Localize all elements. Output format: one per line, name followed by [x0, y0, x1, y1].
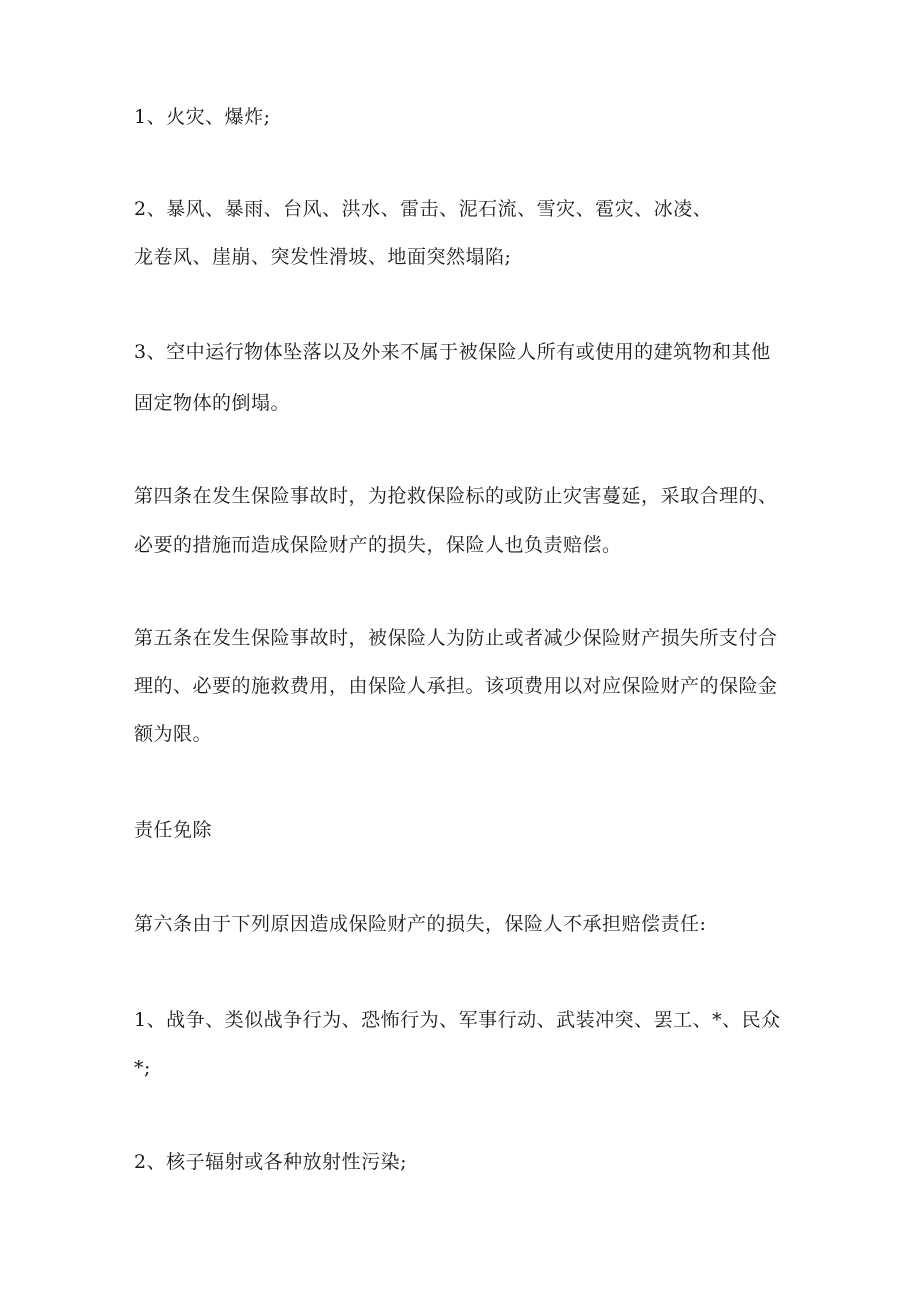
item-2-natural-disasters-line-1: 2、暴风、暴雨、台风、洪水、雷击、泥石流、雪灾、雹灾、冰凌、 — [134, 198, 713, 220]
exclusion-item-1-line-2: *; — [134, 1057, 151, 1079]
exclusion-item-2: 2、核子辐射或各种放射性污染; — [134, 1151, 407, 1173]
section-heading-exclusions: 责任免除 — [134, 819, 213, 841]
article-4-line-1: 第四条在发生保险事故时，为抢救保险标的或防止灾害蔓延，采取合理的、 — [134, 485, 778, 507]
item-1-fire-explosion: 1、火灾、爆炸; — [134, 106, 271, 128]
article-5-line-3: 额为限。 — [134, 723, 213, 745]
item-3-falling-objects-line-1: 3、空中运行物体坠落以及外来不属于被保险人所有或使用的建筑物和其他 — [134, 341, 771, 363]
article-5-line-1: 第五条在发生保险事故时，被保险人为防止或者减少保险财产损失所支付合 — [134, 627, 778, 649]
item-2-natural-disasters-line-2: 龙卷风、崖崩、突发性滑坡、地面突然塌陷; — [134, 246, 512, 268]
item-3-falling-objects-line-2: 固定物体的倒塌。 — [134, 392, 291, 414]
exclusion-item-1-line-1: 1、战争、类似战争行为、恐怖行为、军事行动、武装冲突、罢工、*、民众 — [134, 1009, 781, 1031]
article-5-line-2: 理的、必要的施救费用，由保险人承担。该项费用以对应保险财产的保险金 — [134, 675, 778, 697]
article-6-intro: 第六条由于下列原因造成保险财产的损失，保险人不承担赔偿责任: — [134, 913, 707, 935]
article-4-line-2: 必要的措施而造成保险财产的损失，保险人也负责赔偿。 — [134, 534, 622, 556]
